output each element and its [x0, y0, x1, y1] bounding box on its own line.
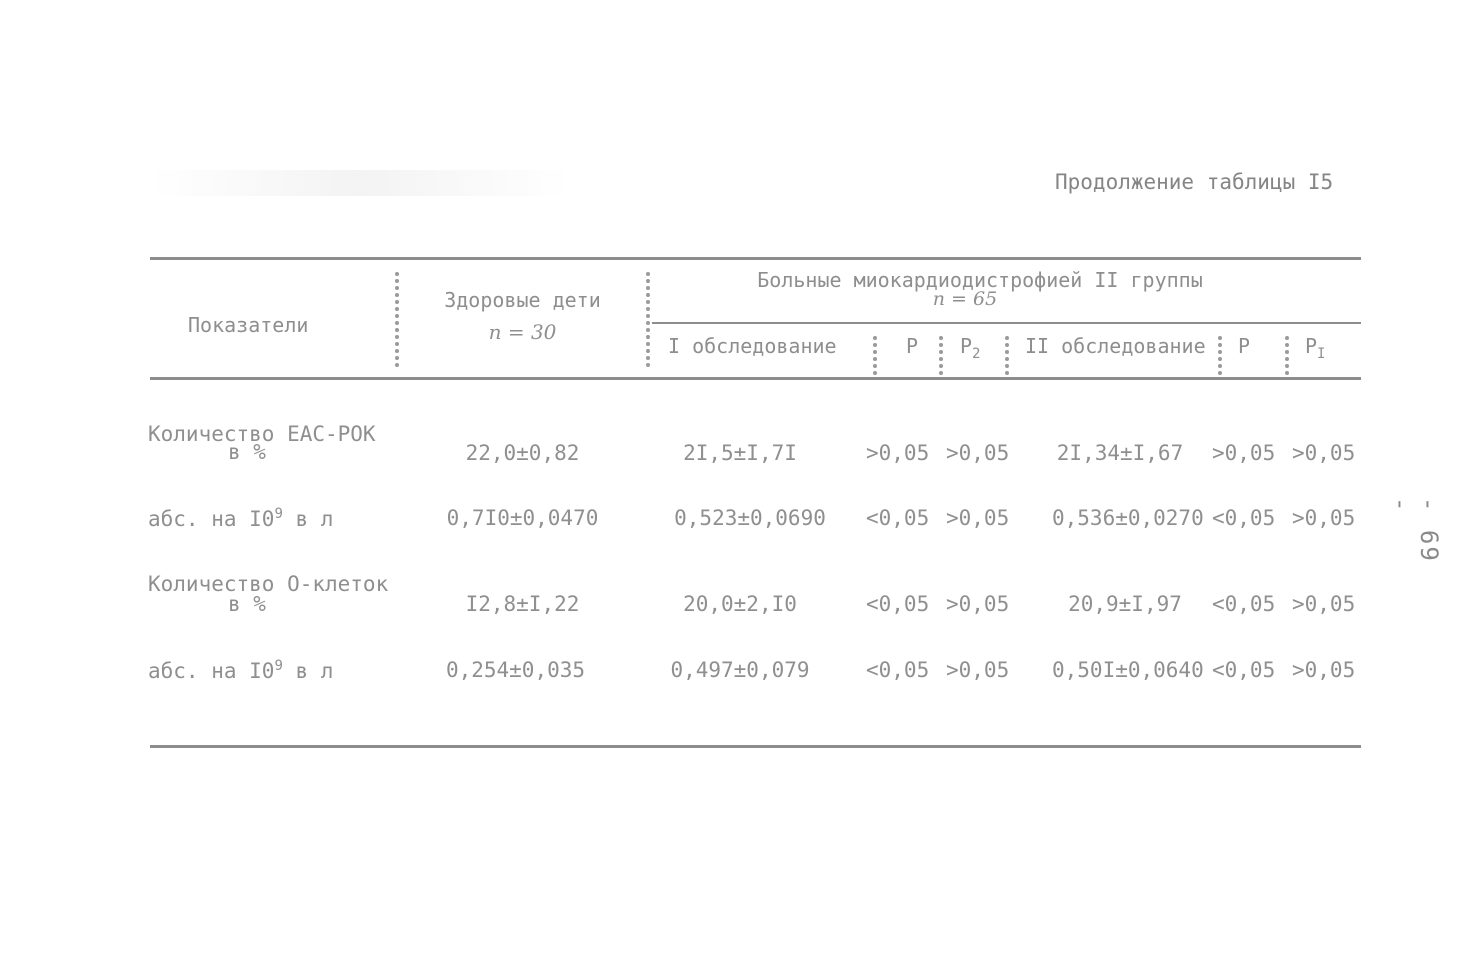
exam1-value: 0,523±0,0690: [674, 506, 826, 530]
page-number: - 69 -: [1387, 497, 1443, 563]
header-p1: $P_I$: [1305, 334, 1326, 362]
row-label: Количество О-клеток: [148, 572, 389, 596]
exam2-value: 0,536±0,0270: [1052, 506, 1204, 530]
p1-value: >0,05: [1292, 592, 1356, 616]
row-label-unit: в %: [228, 440, 266, 464]
p-b-value: <0,05: [1212, 506, 1276, 530]
header-p2: $P_2$: [960, 334, 981, 362]
separator: [873, 336, 877, 378]
p-value: <0,05: [866, 506, 930, 530]
header-bottom-rule: [150, 377, 1361, 380]
p-value: <0,05: [866, 658, 930, 682]
exam2-value: 0,50I±0,0640: [1052, 658, 1204, 682]
row-label: Количество ЕАС-РОК: [148, 422, 376, 446]
top-rule: [150, 257, 1361, 260]
separator: [646, 272, 650, 370]
header-patients: Больные миокардиодистрофией II группы: [757, 268, 1203, 292]
header-p: P: [906, 334, 919, 358]
p1-value: >0,05: [1292, 441, 1356, 465]
separator: [939, 336, 943, 378]
p1-value: >0,05: [1292, 658, 1356, 682]
row-label: абс. на $I0^9$ в л: [148, 506, 334, 531]
exam1-value: 0,497±0,079: [670, 658, 810, 682]
separator: [1218, 336, 1222, 378]
p-b-value: <0,05: [1212, 658, 1276, 682]
header-p-b: P: [1238, 334, 1251, 358]
p2-value: >0,05: [946, 658, 1010, 682]
row-label: абс. на $I0^9$ в л: [148, 658, 334, 683]
healthy-value: I2,8±I,22: [465, 592, 580, 616]
p-value: >0,05: [866, 441, 930, 465]
exam2-value: 2I,34±I,67: [1056, 441, 1184, 465]
header-exam2: II обследование: [1025, 334, 1206, 358]
exam2-value: 20,9±I,97: [1068, 592, 1182, 616]
exam1-value: 2I,5±I,7I: [683, 441, 797, 465]
header-patients-n: n = 65: [932, 288, 998, 310]
table-caption: Продолжение таблицы I5: [1055, 170, 1334, 194]
header-healthy: Здоровые дети: [444, 288, 601, 312]
subheader-rule: [652, 322, 1361, 324]
exam1-value: 20,0±2,I0: [683, 592, 797, 616]
separator: [1285, 336, 1289, 378]
row-label-unit: в %: [228, 592, 266, 616]
healthy-value: 22,0±0,82: [465, 441, 580, 465]
bottom-rule: [150, 745, 1361, 748]
header-indicator: Показатели: [188, 313, 309, 337]
healthy-value: 0,254±0,035: [445, 658, 586, 682]
p2-value: >0,05: [946, 592, 1010, 616]
header-healthy-n: n = 30: [488, 320, 557, 344]
healthy-value: 0,7I0±0,0470: [446, 506, 599, 530]
p2-value: >0,05: [946, 506, 1010, 530]
p-value: <0,05: [866, 592, 930, 616]
separator: [395, 272, 399, 370]
p-b-value: <0,05: [1212, 592, 1276, 616]
header-exam1: I обследование: [668, 334, 837, 358]
scan-smudge: [150, 170, 570, 196]
p-b-value: >0,05: [1212, 441, 1276, 465]
p1-value: >0,05: [1292, 506, 1356, 530]
separator: [1005, 336, 1009, 378]
p2-value: >0,05: [946, 441, 1010, 465]
